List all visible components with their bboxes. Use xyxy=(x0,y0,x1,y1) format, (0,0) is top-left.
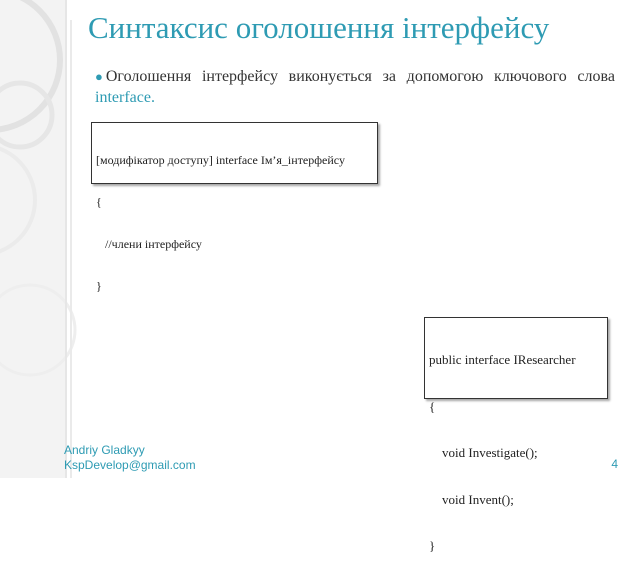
code-line: public interface IResearcher xyxy=(429,352,576,367)
code-line: } xyxy=(96,279,102,293)
keyword-suffix: . xyxy=(150,89,155,106)
bullet-word: за xyxy=(382,68,396,85)
interface-keyword: interface xyxy=(95,89,151,106)
footer-email: KspDevelop@gmail.com xyxy=(64,458,196,472)
bullet-word: допомогою xyxy=(406,68,484,85)
bullet-line xyxy=(95,87,615,108)
bullet-word: ключового xyxy=(493,68,567,85)
bullet-word: слова xyxy=(577,68,615,85)
page-title: Синтаксис оголошення інтерфейсу xyxy=(88,10,550,45)
code-line: void Invent(); xyxy=(429,491,514,507)
footer-author: Andriy Gladkyy xyxy=(64,443,145,457)
bullet-word: виконується xyxy=(288,68,372,85)
code-line: { xyxy=(429,398,436,414)
code-line: { xyxy=(96,195,102,209)
example-code-box xyxy=(424,317,608,553)
page-number: 4 xyxy=(611,457,618,471)
code-line: //члени інтерфейсу xyxy=(96,237,202,251)
footer-credits xyxy=(64,443,196,473)
bullet-line xyxy=(95,66,615,87)
code-line: } xyxy=(429,538,436,553)
bullet-dot-icon: ● xyxy=(95,69,103,84)
bullet-word: ● Оголошення xyxy=(95,68,192,85)
code-line: [модифікатор доступу] interface Ім’я_інтерфейсу xyxy=(96,153,345,167)
bullet-word: інтерфейсу xyxy=(201,68,278,85)
bullet-paragraph xyxy=(95,66,615,108)
code-line: void Investigate(); xyxy=(429,445,538,460)
syntax-code-box xyxy=(91,122,378,293)
